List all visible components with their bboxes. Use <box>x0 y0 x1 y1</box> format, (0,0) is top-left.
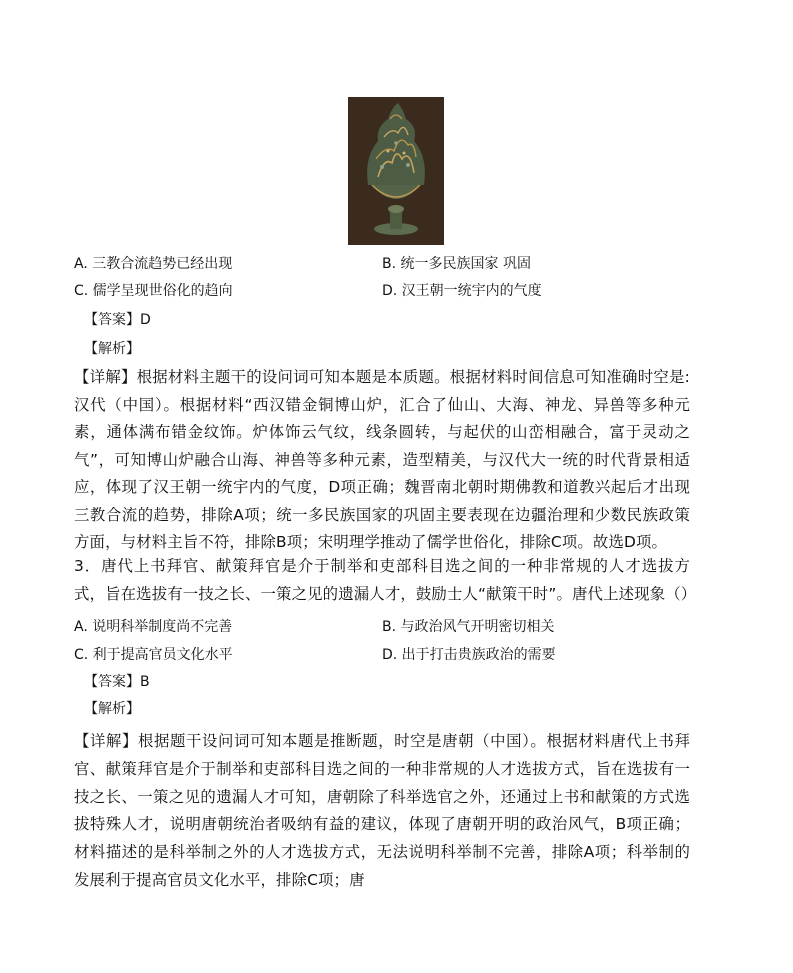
q2-option-d: D. 汉王朝一统宇内的气度 <box>382 283 542 299</box>
q3-option-d: D. 出于打击贵族政治的需要 <box>382 647 556 663</box>
q2-option-b: B. 统一多民族国家 巩固 <box>382 256 531 272</box>
q3-stem: 3．唐代上书拜官、献策拜官是介于制举和吏部科目选之间的一种非常规的人才选拔方式，旨在选拔有一技之长、一策之见的遗漏人才，鼓励士人“献策干时”。唐代上述现象（） <box>74 557 697 603</box>
q3-analysis-label: 【解析】 <box>84 701 140 717</box>
q3-option-b: B. 与政治风气开明密切相关 <box>382 619 555 635</box>
q3-option-a: A. 说明科举制度尚不完善 <box>74 619 233 635</box>
q2-detail-paragraph: 【详解】根据材料主题干的设问词可知本题是本质题。根据材料时间信息可知准确时空是: 汉代（中国）。根据材料“西汉错金铜博山炉，汇合了仙山、大海、神龙、异兽等多种元素，通体满布错金纹饰。炉体饰云气纹，线条圆转，与起伏的山峦相融合，富于灵动之气”，可知博山炉融合山海、神兽等多种元素，造型精美，与汉代大一统的时代背景相适应，体现了汉王朝一统宇内的气度，D项正确；魏晋南北朝时期佛教和道教兴起后才出现三教合流的趋势，排除A项；统一多民族国家的巩固主要表现在边疆治理和少数民族政策方面，与材料主旨不符，排除B项；宋明理学推动了儒学世俗化，排除C项。故选D项。 <box>74 368 690 551</box>
bronze-censer-photo <box>348 97 444 245</box>
q2-analysis-label: 【解析】 <box>84 341 140 357</box>
q3-detail-paragraph: 【详解】根据题干设问词可知本题是推断题，时空是唐朝（中国）。根据材料唐代上书拜官、献策拜官是介于制举和吏部科目选之间的一种非常规的人才选拔方式，旨在选拔有一技之长、一策之见的遗漏人才可知，唐朝除了科举选官之外，还通过上书和献策的方式选拔特殊人才，说明唐朝统治者吸纳有益的建议，体现了唐朝开明的政治风气，B项正确；材料描述的是科举制之外的人才选拔方式，无法说明科举制不完善，排除A项；科举制的发展利于提高官员文化水平，排除C项；唐 <box>74 732 690 889</box>
q2-option-c: C. 儒学呈现世俗化的趋向 <box>74 283 233 299</box>
q3-option-c: C. 利于提高官员文化水平 <box>74 647 233 663</box>
q3-answer: 【答案】B <box>84 674 150 690</box>
q2-option-a: A. 三教合流趋势已经出现 <box>74 256 233 272</box>
q2-answer: 【答案】D <box>84 312 151 328</box>
